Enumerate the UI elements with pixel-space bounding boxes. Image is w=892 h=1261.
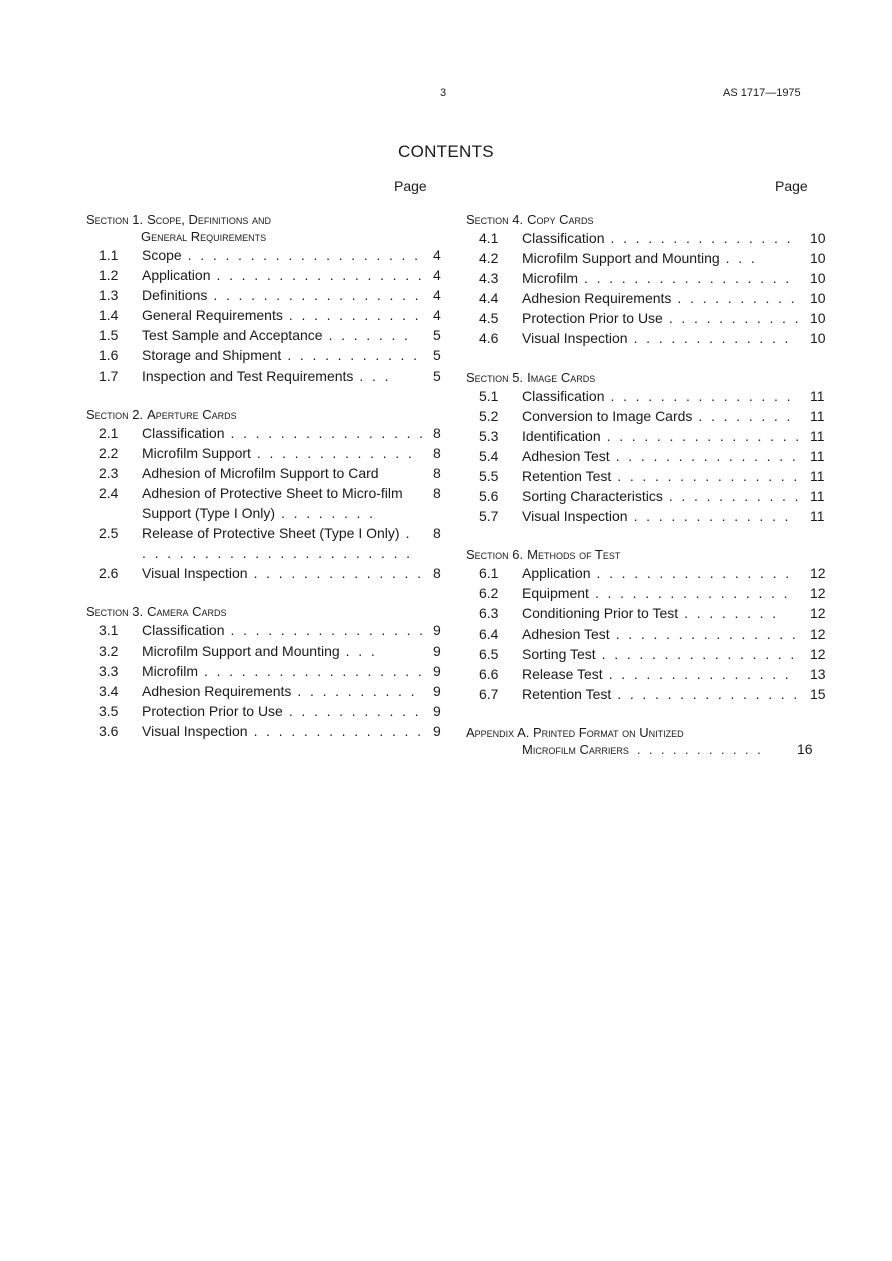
entry-page: 13 bbox=[810, 665, 826, 682]
entry-label bbox=[522, 248, 757, 268]
section-prefix: Section 3. bbox=[86, 604, 144, 620]
toc-entry[interactable] bbox=[466, 603, 836, 623]
leader-dots: . . . . . . . . . . . . . . . bbox=[608, 665, 792, 682]
toc-entry[interactable] bbox=[86, 563, 456, 583]
page-number: 3 bbox=[440, 87, 447, 99]
toc-entry[interactable] bbox=[86, 285, 456, 305]
leader-dots: . . . . . . . . . . . . . . . . . . . . . . . bbox=[142, 525, 413, 562]
toc-section bbox=[466, 369, 836, 527]
leader-dots: . . . . . . . . . . . . . . . . . bbox=[213, 287, 421, 304]
entry-page: 4 bbox=[433, 287, 441, 304]
leader-dots: . . . . . . . . . . . . . . . . . . bbox=[204, 662, 425, 679]
entry-label-text: Classification bbox=[142, 424, 225, 441]
entry-label-text: Retention Test bbox=[522, 685, 612, 702]
entry-label bbox=[142, 245, 420, 265]
entry-number: 2.2 bbox=[99, 444, 119, 461]
entry-page: 4 bbox=[433, 307, 441, 324]
toc-section bbox=[86, 211, 456, 386]
toc-entry[interactable] bbox=[466, 426, 836, 446]
toc-entry[interactable] bbox=[86, 245, 456, 265]
entry-label-text: Sorting Test bbox=[522, 645, 596, 662]
toc-entry[interactable] bbox=[466, 446, 836, 466]
entry-label bbox=[522, 664, 791, 684]
toc-entry[interactable] bbox=[466, 386, 836, 406]
entry-number: 5.6 bbox=[479, 488, 499, 505]
toc-section bbox=[466, 211, 836, 349]
toc-section bbox=[86, 406, 456, 584]
leader-dots: . . . . . . . . . . . . . bbox=[256, 444, 415, 461]
entry-number: 1.2 bbox=[99, 267, 119, 284]
entry-label bbox=[142, 641, 377, 661]
entry-label bbox=[522, 583, 790, 603]
toc-entry[interactable] bbox=[466, 583, 836, 603]
entry-number: 6.2 bbox=[479, 585, 499, 602]
entry-number: 6.4 bbox=[479, 625, 499, 642]
leader-dots: . . . . . . . . . . . . . . . . . bbox=[216, 267, 425, 284]
entry-number: 3.3 bbox=[99, 662, 119, 679]
entry-label-text: Microfilm Support bbox=[142, 444, 251, 461]
entry-number: 3.6 bbox=[99, 722, 119, 739]
entry-label-text: Application bbox=[142, 267, 211, 284]
entry-number: 3.1 bbox=[99, 622, 119, 639]
toc-entry[interactable] bbox=[466, 506, 836, 526]
entry-page: 8 bbox=[433, 565, 441, 582]
entry-label bbox=[522, 426, 802, 446]
entry-label bbox=[522, 328, 791, 348]
entry-label-text: Classification bbox=[522, 230, 605, 246]
entry-label-text: Microfilm Support and Mounting bbox=[142, 642, 340, 659]
section-heading bbox=[86, 406, 456, 423]
toc-entry[interactable] bbox=[86, 325, 456, 345]
leader-dots: . . . . . . . . . . . . . . bbox=[253, 722, 424, 739]
entry-number: 2.6 bbox=[99, 565, 119, 582]
entry-label-text: Adhesion Requirements bbox=[142, 682, 292, 699]
toc-entry[interactable] bbox=[86, 701, 456, 721]
leader-dots: . . . . . . . . bbox=[698, 407, 793, 424]
entry-label bbox=[142, 620, 425, 640]
section-heading bbox=[86, 211, 456, 245]
entry-number: 5.5 bbox=[479, 467, 499, 484]
toc-entry[interactable] bbox=[86, 620, 456, 640]
section-heading bbox=[466, 546, 836, 563]
toc-entry[interactable] bbox=[86, 483, 456, 523]
toc-entry[interactable] bbox=[466, 248, 836, 268]
toc-section bbox=[86, 603, 456, 741]
entry-label-text: Inspection and Test Requirements bbox=[142, 367, 354, 384]
entry-number: 3.4 bbox=[99, 682, 119, 699]
toc-entry[interactable] bbox=[86, 681, 456, 701]
entry-page: 8 bbox=[433, 464, 441, 481]
section-prefix: Section 1. bbox=[86, 212, 144, 227]
section-title: Methods of Test bbox=[527, 547, 621, 563]
entry-label bbox=[522, 466, 800, 486]
page-column-header-left: Page bbox=[394, 178, 427, 194]
entry-label bbox=[522, 268, 792, 288]
entry-label bbox=[142, 423, 425, 443]
entry-number: 1.4 bbox=[99, 307, 119, 324]
entry-label bbox=[522, 446, 798, 466]
leader-dots: . . . . . . . . . . . . . bbox=[633, 330, 791, 347]
leader-dots: . . . . . . . . . . . . . . bbox=[253, 565, 424, 582]
entry-page: 10 bbox=[810, 290, 826, 307]
entry-label bbox=[522, 624, 798, 644]
section-prefix: Section 2. bbox=[86, 406, 144, 422]
section-heading bbox=[466, 369, 836, 386]
section-heading bbox=[86, 603, 456, 620]
entry-page: 12 bbox=[810, 585, 826, 602]
entry-number: 1.7 bbox=[99, 367, 119, 384]
entry-page: 9 bbox=[433, 662, 441, 679]
toc-entry[interactable] bbox=[466, 406, 836, 426]
section-prefix: Section 6. bbox=[466, 547, 524, 563]
entry-label-text: Visual Inspection bbox=[142, 565, 248, 582]
toc-entry[interactable] bbox=[86, 366, 456, 386]
entry-page: 10 bbox=[810, 270, 826, 287]
entry-label bbox=[522, 228, 793, 248]
toc-entry[interactable] bbox=[466, 466, 836, 486]
leader-dots: . . . bbox=[725, 250, 758, 267]
leader-dots: . . . . . . . . . . . . . . . bbox=[617, 685, 800, 702]
section-title: Scope, Definitions and bbox=[147, 212, 272, 227]
contents-left-column bbox=[86, 211, 456, 761]
entry-label bbox=[142, 345, 419, 365]
entry-page: 9 bbox=[433, 622, 441, 639]
entry-number: 6.6 bbox=[479, 665, 499, 682]
entry-label bbox=[142, 463, 385, 483]
entry-label-text: General Requirements bbox=[142, 307, 283, 324]
leader-dots: . . . . . . . . . . . . . . . bbox=[615, 447, 799, 464]
leader-dots: . . . . . . . . bbox=[281, 505, 376, 522]
leader-dots: . . . . . . . . . . . . . bbox=[633, 508, 791, 525]
entry-label-text: Application bbox=[522, 565, 591, 582]
toc-entry[interactable] bbox=[86, 423, 456, 443]
toc-entry[interactable] bbox=[466, 228, 836, 248]
entry-page: 11 bbox=[810, 467, 825, 484]
toc-entry[interactable] bbox=[466, 486, 836, 506]
entry-number: 4.5 bbox=[479, 310, 499, 327]
entry-label-text: Storage and Shipment bbox=[142, 347, 282, 364]
entry-page: 10 bbox=[810, 250, 826, 267]
entry-number: 6.5 bbox=[479, 645, 499, 662]
toc-entry[interactable] bbox=[466, 624, 836, 644]
entry-number: 6.7 bbox=[479, 685, 499, 702]
entry-number: 3.5 bbox=[99, 702, 119, 719]
leader-dots: . . . . . . . . . . . . . . . bbox=[617, 467, 800, 484]
entry-label bbox=[522, 684, 800, 704]
entry-label-text: Sorting Characteristics bbox=[522, 488, 663, 505]
toc-entry[interactable] bbox=[466, 328, 836, 348]
entry-number: 6.3 bbox=[479, 605, 499, 622]
entry-label-text: Microfilm bbox=[522, 270, 578, 287]
contents-right-column bbox=[466, 211, 836, 758]
entry-page: 5 bbox=[433, 347, 441, 364]
standard-id: AS 1717—1975 bbox=[723, 87, 801, 99]
leader-dots: . . . . . . . . . . . bbox=[668, 310, 801, 327]
leader-dots: . . . . . . . . . . . . . . . bbox=[615, 625, 799, 642]
leader-dots: . . . . . . . . . . . . . . . . bbox=[594, 585, 790, 602]
appendix-entry bbox=[466, 724, 836, 758]
entry-label-text: Scope bbox=[142, 247, 182, 263]
entry-number: 4.4 bbox=[479, 290, 499, 307]
section-title: Image Cards bbox=[527, 369, 596, 385]
entry-page: 11 bbox=[810, 447, 825, 464]
entry-page: 10 bbox=[810, 310, 826, 327]
leader-dots: . . . . . . . . . . bbox=[677, 290, 797, 307]
leader-dots: . . . . . . . . . . bbox=[297, 682, 417, 699]
leader-dots: . . . bbox=[345, 642, 378, 659]
entry-label-text: Identification bbox=[522, 427, 601, 444]
entry-label bbox=[142, 721, 423, 741]
entry-label bbox=[142, 681, 417, 701]
entry-number: 2.4 bbox=[99, 484, 119, 501]
toc-entry[interactable] bbox=[86, 265, 456, 285]
entry-label bbox=[142, 661, 424, 681]
entry-page: 10 bbox=[810, 330, 826, 347]
entry-label-text: Visual Inspection bbox=[142, 722, 248, 739]
leader-dots: . . . bbox=[359, 367, 391, 384]
entry-label bbox=[522, 506, 791, 526]
toc-entry[interactable] bbox=[466, 563, 836, 583]
entry-page: 12 bbox=[810, 625, 826, 642]
entry-label-text: Equipment bbox=[522, 585, 589, 602]
entry-label bbox=[522, 563, 791, 583]
entry-page: 11 bbox=[810, 407, 825, 424]
entry-label-text: Adhesion of Protective Sheet to Micro-film Support (Type I Only) bbox=[142, 484, 403, 522]
entry-page: 11 bbox=[810, 508, 825, 525]
entry-label bbox=[522, 308, 801, 328]
entry-label bbox=[142, 305, 421, 325]
section-title-line2: General Requirements bbox=[141, 229, 267, 244]
contents-title: CONTENTS bbox=[398, 142, 494, 161]
leader-dots: . . . . . . . bbox=[328, 327, 411, 344]
entry-page: 8 bbox=[433, 444, 441, 461]
entry-label-text: Protection Prior to Use bbox=[522, 310, 663, 327]
entry-page: 8 bbox=[433, 424, 441, 441]
entry-label bbox=[522, 603, 779, 623]
toc-entry[interactable] bbox=[86, 345, 456, 365]
entry-number: 5.2 bbox=[479, 407, 499, 424]
toc-entry[interactable] bbox=[466, 664, 836, 684]
entry-page: 8 bbox=[433, 525, 441, 542]
entry-number: 5.7 bbox=[479, 508, 499, 525]
entry-page: 4 bbox=[433, 247, 441, 263]
leader-dots: . . . . . . . . . . . . . . . . bbox=[230, 424, 426, 441]
entry-page: 11 bbox=[810, 488, 825, 505]
entry-page: 11 bbox=[810, 387, 825, 404]
appendix-prefix: Appendix A. bbox=[466, 724, 530, 740]
entry-label-text: Adhesion Test bbox=[522, 447, 610, 464]
entry-number: 4.1 bbox=[479, 230, 499, 246]
entry-label-text: Protection Prior to Use bbox=[142, 702, 283, 719]
entry-label-text: Adhesion Test bbox=[522, 625, 610, 642]
appendix-title-line2: Microfilm Carriers bbox=[522, 741, 629, 757]
entry-label-text: Adhesion Requirements bbox=[522, 290, 672, 307]
toc-entry[interactable] bbox=[86, 463, 456, 483]
toc-entry[interactable] bbox=[86, 641, 456, 661]
leader-dots: . . . . . . . . . . . . . . . . bbox=[230, 622, 426, 639]
page-column-header-right: Page bbox=[775, 178, 808, 194]
entry-label-text: Classification bbox=[522, 387, 605, 404]
leader-dots: . . . . . . . . . . . bbox=[636, 741, 764, 757]
leader-dots: . . . . . . . . . . . . . . . bbox=[610, 230, 793, 246]
entry-label bbox=[522, 644, 797, 664]
section-title: Camera Cards bbox=[147, 604, 227, 620]
leader-dots: . . . . . . . . . . . bbox=[288, 702, 421, 719]
entry-number: 4.2 bbox=[479, 250, 499, 267]
leader-dots: . . . . . . . . . . . . . . . . . bbox=[584, 270, 792, 287]
entry-number: 1.3 bbox=[99, 287, 119, 304]
entry-page: 12 bbox=[810, 605, 826, 622]
entry-label bbox=[142, 701, 421, 721]
entry-label bbox=[142, 265, 424, 285]
entry-label bbox=[142, 443, 414, 463]
leader-dots: . . . . . . . . . . . . . . . . . . . bbox=[187, 247, 421, 263]
entry-page: 9 bbox=[433, 702, 441, 719]
entry-label-text: Microfilm Support and Mounting bbox=[522, 250, 720, 267]
entry-label-text: Test Sample and Acceptance bbox=[142, 327, 323, 344]
entry-number: 4.3 bbox=[479, 270, 499, 287]
entry-label-text: Microfilm bbox=[142, 662, 198, 679]
entry-page: 4 bbox=[433, 267, 441, 284]
entry-number: 1.5 bbox=[99, 327, 119, 344]
entry-label-text: Release Test bbox=[522, 665, 603, 682]
entry-number: 5.3 bbox=[479, 427, 499, 444]
entry-page: 8 bbox=[433, 484, 441, 501]
toc-entry[interactable] bbox=[86, 721, 456, 741]
section-title: Copy Cards bbox=[527, 212, 594, 227]
entry-label-text: Classification bbox=[142, 622, 225, 639]
entry-page: 9 bbox=[433, 722, 441, 739]
entry-page: 10 bbox=[810, 230, 826, 246]
entry-label bbox=[142, 483, 422, 523]
entry-label bbox=[522, 406, 793, 426]
leader-dots: . . . . . . . . . . . . . . . . bbox=[596, 565, 792, 582]
entry-number: 1.6 bbox=[99, 347, 119, 364]
entry-label bbox=[142, 563, 423, 583]
entry-number: 2.1 bbox=[99, 424, 119, 441]
entry-label bbox=[142, 325, 410, 345]
entry-label-text: Retention Test bbox=[522, 467, 612, 484]
toc-section bbox=[466, 546, 836, 704]
entry-label bbox=[142, 285, 421, 305]
entry-label-text: Visual Inspection bbox=[522, 330, 628, 347]
leader-dots: . . . . . . . . . . . . . . . bbox=[610, 387, 793, 404]
entry-number: 2.3 bbox=[99, 464, 119, 481]
entry-page: 9 bbox=[433, 682, 441, 699]
entry-page: 5 bbox=[433, 367, 441, 384]
section-prefix: Section 5. bbox=[466, 369, 524, 385]
toc-entry[interactable] bbox=[466, 684, 836, 704]
entry-label-text: Conversion to Image Cards bbox=[522, 407, 693, 424]
toc-entry[interactable] bbox=[86, 661, 456, 681]
entry-label-text: Definitions bbox=[142, 287, 208, 304]
toc-entry[interactable] bbox=[86, 523, 456, 563]
entry-label-text: Release of Protective Sheet (Type I Only) bbox=[142, 525, 400, 542]
entry-page: 15 bbox=[810, 685, 826, 702]
entry-label bbox=[142, 523, 422, 563]
section-prefix: Section 4. bbox=[466, 212, 524, 227]
leader-dots: . . . . . . . . . . . bbox=[288, 307, 421, 324]
entry-label-text: Conditioning Prior to Test bbox=[522, 605, 679, 622]
entry-page: 12 bbox=[810, 645, 826, 662]
toc-entry[interactable] bbox=[466, 308, 836, 328]
entry-page: 11 bbox=[810, 427, 825, 444]
entry-number: 3.2 bbox=[99, 642, 119, 659]
appendix-page: 16 bbox=[797, 740, 813, 757]
entry-number: 2.5 bbox=[99, 525, 119, 542]
leader-dots: . . . . . . . . . . . bbox=[668, 488, 801, 505]
section-heading bbox=[466, 211, 836, 228]
entry-label bbox=[522, 288, 797, 308]
entry-page: 9 bbox=[433, 642, 441, 659]
entry-number: 5.4 bbox=[479, 447, 499, 464]
entry-number: 1.1 bbox=[99, 247, 119, 263]
toc-entry[interactable] bbox=[86, 305, 456, 325]
toc-entry[interactable] bbox=[86, 443, 456, 463]
toc-entry[interactable] bbox=[466, 644, 836, 664]
appendix-title: Printed Format on Unitized bbox=[532, 724, 684, 740]
leader-dots: . . . . . . . . . . . bbox=[287, 347, 420, 364]
section-title: Aperture Cards bbox=[147, 406, 237, 422]
toc-entry[interactable] bbox=[466, 268, 836, 288]
leader-dots: . . . . . . . . . . . . . . . . bbox=[601, 645, 797, 662]
entry-page: 5 bbox=[433, 327, 441, 344]
entry-number: 5.1 bbox=[479, 387, 499, 404]
leader-dots: . . . . . . . . . . . . . . . . bbox=[606, 427, 802, 444]
leader-dots: . . . . . . . . bbox=[684, 605, 779, 622]
entry-page: 12 bbox=[810, 565, 826, 582]
entry-label bbox=[522, 386, 793, 406]
entry-label-text: Visual Inspection bbox=[522, 508, 628, 525]
entry-label-text: Adhesion of Microfilm Support to Card bbox=[142, 464, 379, 481]
toc-entry[interactable] bbox=[466, 288, 836, 308]
entry-label bbox=[522, 486, 801, 506]
entry-number: 6.1 bbox=[479, 565, 499, 582]
entry-label bbox=[142, 366, 391, 386]
entry-number: 4.6 bbox=[479, 330, 499, 347]
